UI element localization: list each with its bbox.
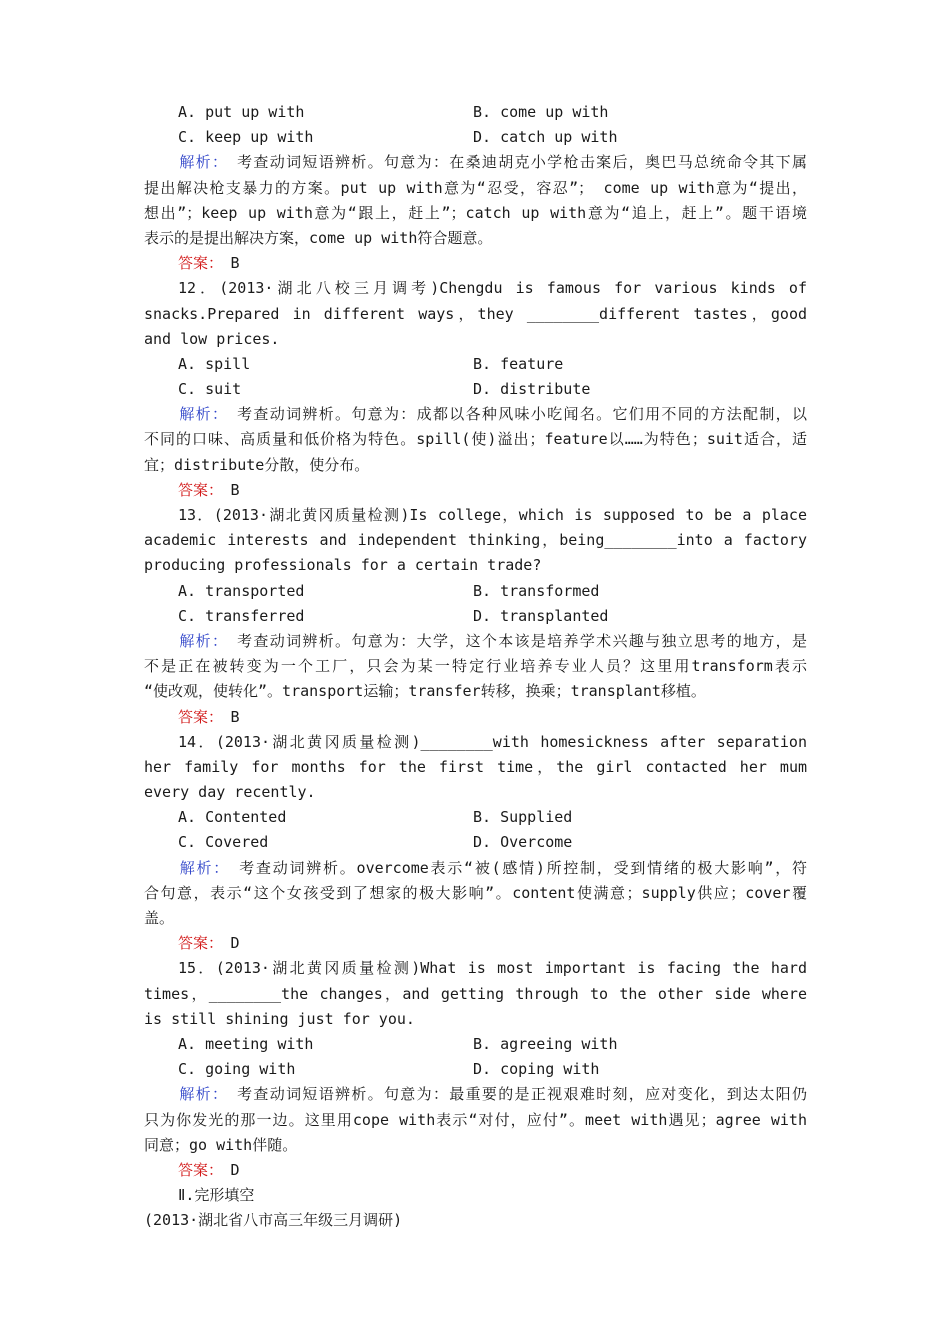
option-a: A. spill bbox=[178, 354, 251, 373]
question-stem-line bbox=[144, 276, 807, 301]
question-stem-text: 15．(2013·湖北黄冈质量检测)What is most important is facing the hard bbox=[178, 959, 807, 978]
analysis-line: 想出”；keep up with意为“跟上，赶上”；catch up with意为“追上，赶上”。题干语境 bbox=[144, 203, 807, 222]
answer-value: B bbox=[230, 707, 240, 726]
option-b: B. feature bbox=[473, 354, 564, 373]
document-content bbox=[144, 100, 807, 1233]
analysis-line bbox=[144, 150, 807, 175]
question-stem-line: times，________the changes，and getting through to the other side where bbox=[144, 984, 807, 1003]
analysis-label: 解析： bbox=[178, 405, 221, 424]
question-stem-text: 12．(2013·湖北八校三月调考)Chengdu is famous for various kinds of bbox=[178, 279, 807, 298]
option-d: D. catch up with bbox=[473, 128, 618, 147]
answer-value: D bbox=[230, 934, 240, 953]
answer-value: B bbox=[230, 480, 240, 499]
option-c: C. transferred bbox=[178, 606, 305, 625]
option-c: C. keep up with bbox=[178, 128, 314, 147]
option-c: C. Covered bbox=[178, 833, 269, 852]
question-stem-line: her family for months for the first time，the girl contacted her mum bbox=[144, 757, 807, 776]
answer-label: 答案： bbox=[178, 254, 216, 273]
option-c: C. going with bbox=[178, 1060, 296, 1079]
analysis-label: 解析： bbox=[178, 1085, 221, 1104]
answer-label: 答案： bbox=[178, 480, 216, 499]
option-a: A. Contented bbox=[178, 808, 287, 827]
analysis-line bbox=[144, 629, 807, 654]
analysis-text: 考查动词短语辨析。句意为：最重要的是正视艰难时刻，应对变化，到达太阳仍 bbox=[237, 1085, 807, 1104]
option-b: B. come up with bbox=[473, 103, 609, 121]
options-row bbox=[144, 1032, 807, 1057]
options-row bbox=[144, 352, 807, 377]
option-d: D. transplanted bbox=[473, 606, 609, 625]
option-b: B. agreeing with bbox=[473, 1034, 618, 1053]
answer-label: 答案： bbox=[178, 1160, 216, 1179]
answer-value: D bbox=[230, 1160, 240, 1179]
analysis-text: 考查动词辨析。句意为：大学，这个本该是培养学术兴趣与独立思考的地方，是 bbox=[237, 631, 807, 650]
option-a: A. transported bbox=[178, 581, 305, 600]
analysis-text: 考查动词辨析。句意为：成都以各种风味小吃闻名。它们用不同的方法配制，以 bbox=[237, 405, 807, 424]
analysis-line: 同意；go with伴随。 bbox=[144, 1135, 298, 1154]
answer-line bbox=[144, 705, 807, 730]
analysis-line: “使改观，使转化”。transport运输；transfer转移，换乘；transplant移植。 bbox=[144, 682, 706, 701]
analysis-line bbox=[144, 402, 807, 427]
question-stem-line: every day recently. bbox=[144, 783, 316, 802]
analysis-line bbox=[144, 856, 807, 881]
analysis-label: 解析： bbox=[178, 153, 221, 172]
option-a: A. put up with bbox=[178, 103, 305, 121]
analysis-label: 解析： bbox=[178, 858, 223, 877]
answer-label: 答案： bbox=[178, 934, 216, 953]
option-b: B. Supplied bbox=[473, 808, 573, 827]
options-row bbox=[144, 830, 807, 855]
answer-line bbox=[144, 251, 807, 276]
question-stem-line: and low prices. bbox=[144, 329, 280, 348]
option-c: C. suit bbox=[178, 380, 242, 399]
options-row bbox=[144, 604, 807, 629]
option-d: D. distribute bbox=[473, 380, 591, 399]
analysis-text: 考查动词短语辨析。句意为：在桑迪胡克小学枪击案后，奥巴马总统命令其下属 bbox=[237, 153, 807, 172]
answer-label: 答案： bbox=[178, 707, 216, 726]
question-stem-line bbox=[144, 730, 807, 755]
analysis-line: 宜；distribute分散，使分布。 bbox=[144, 455, 370, 474]
option-a: A. meeting with bbox=[178, 1034, 314, 1053]
question-stem-line: academic interests and independent thinking，being________into a factory bbox=[144, 531, 807, 550]
question-stem-line: is still shining just for you. bbox=[144, 1009, 415, 1028]
analysis-text: 考查动词辨析。overcome表示“被(感情)所控制，受到情绪的极大影响”，符 bbox=[239, 858, 807, 877]
analysis-line: 只为你发光的那一边。这里用cope with表示“对付，应付”。meet with遇见；agree with bbox=[144, 1110, 807, 1129]
question-stem-line bbox=[144, 956, 807, 981]
option-b: B. transformed bbox=[473, 581, 600, 600]
analysis-line bbox=[144, 1082, 807, 1107]
options-row bbox=[144, 1057, 807, 1082]
analysis-line: 盖。 bbox=[144, 909, 175, 927]
analysis-label: 解析： bbox=[178, 631, 221, 650]
options-row bbox=[144, 125, 807, 150]
section-source: (2013·湖北省八市高三年级三月调研) bbox=[144, 1211, 403, 1230]
options-row bbox=[144, 579, 807, 604]
analysis-line: 合句意，表示“这个女孩受到了想家的极大影响”。content使满意；supply供应；cover覆 bbox=[144, 883, 807, 902]
section-title: Ⅱ.完形填空 bbox=[178, 1186, 255, 1205]
answer-line bbox=[144, 1158, 807, 1183]
question-stem-line: snacks.Prepared in different ways，they ________different tastes，good bbox=[144, 304, 807, 323]
option-d: D. Overcome bbox=[473, 833, 573, 852]
answer-line bbox=[144, 931, 807, 956]
answer-value: B bbox=[230, 254, 240, 273]
options-row bbox=[144, 100, 807, 125]
option-d: D. coping with bbox=[473, 1060, 600, 1079]
options-row bbox=[144, 805, 807, 830]
analysis-line: 表示的是提出解决方案，come up with符合题意。 bbox=[144, 228, 493, 247]
analysis-line: 不同的口味、高质量和低价格为特色。spill(使)溢出；feature以……为特色；suit适合，适 bbox=[144, 430, 807, 449]
options-row bbox=[144, 377, 807, 402]
question-stem-text: 14．(2013·湖北黄冈质量检测)________with homesickness after separation bbox=[178, 732, 807, 751]
analysis-line: 提出解决枪支暴力的方案。put up with意为“忍受，容忍”； come up with意为“提出， bbox=[144, 178, 807, 197]
analysis-line: 不是正在被转变为一个工厂，只会为某一特定行业培养专业人员？这里用transform表示 bbox=[144, 657, 807, 676]
question-stem-line bbox=[144, 503, 807, 528]
question-stem-text: 13．(2013·湖北黄冈质量检测)Is college，which is supposed to be a place bbox=[178, 506, 807, 524]
answer-line bbox=[144, 478, 807, 503]
question-stem-line: producing professionals for a certain trade? bbox=[144, 556, 542, 575]
